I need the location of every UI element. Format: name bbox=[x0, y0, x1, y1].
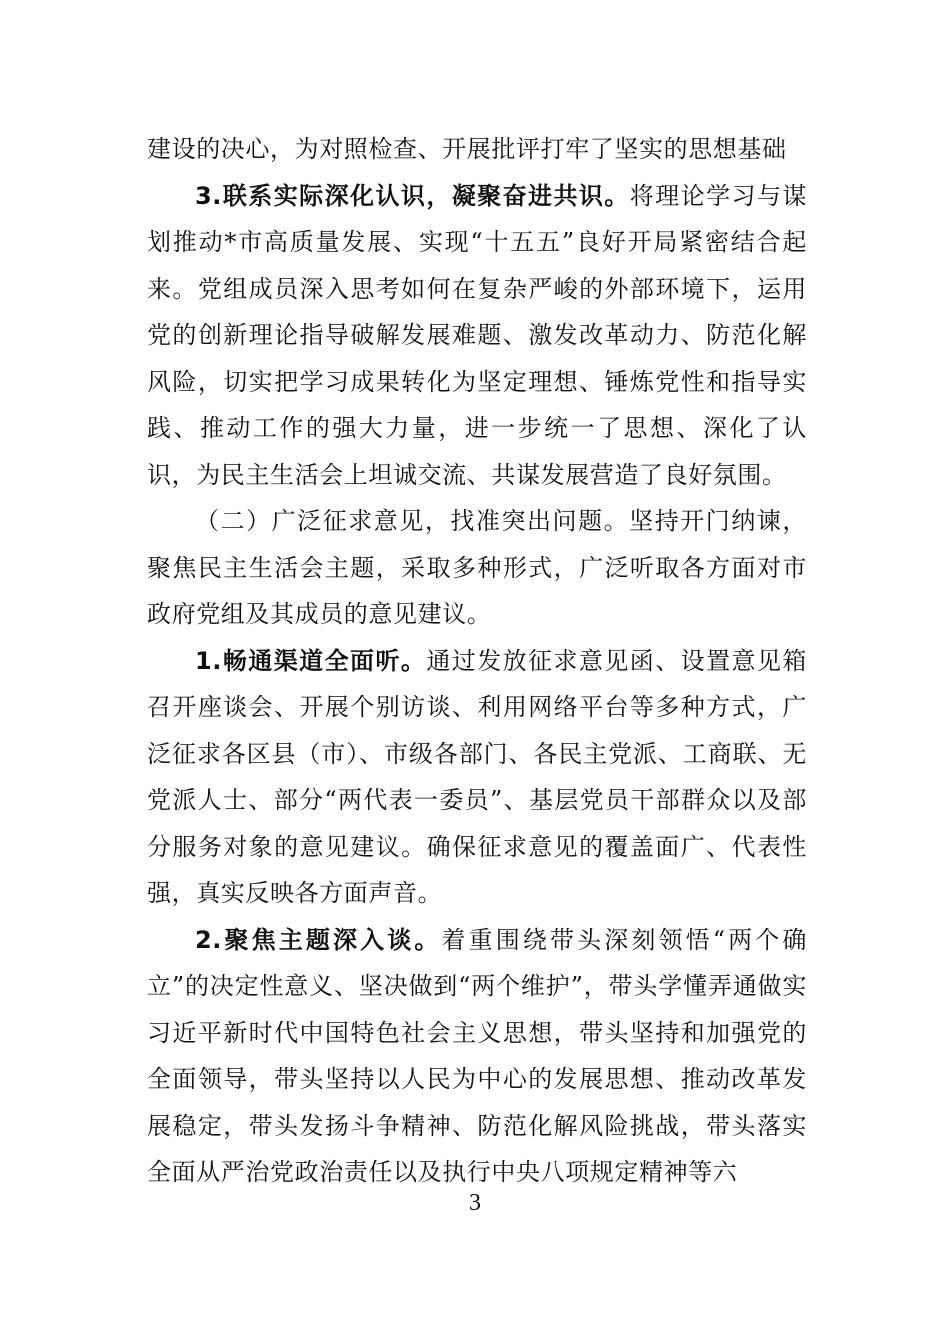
section-heading-2 bbox=[147, 498, 807, 638]
paragraph-continuation bbox=[147, 126, 807, 173]
paragraph-item-3 bbox=[147, 173, 807, 499]
paragraph-text: 着重围绕带头深刻领悟“两个确立”的决定性意义、坚决做到“两个维护”，带头学懂弄通做实习近平新时代中国特色社会主义思想，带头坚持和加强党的全面领导，带头坚持以人民为中心的发展思想、推动改革发展稳定，带头发扬斗争精神、防范化解风险挑战，带头落实全面从严治党政治责任以及执行中央八项规定精神等六 bbox=[147, 925, 807, 1186]
page-number: 3 bbox=[469, 1190, 481, 1216]
paragraph-item-2 bbox=[147, 917, 807, 1196]
paragraph-text: （二）广泛征求意见，找准突出问题。坚持开门纳谏，聚焦民主生活会主题，采取多种形式，广泛听取各方面对市政府党组及其成员的意见建议。 bbox=[147, 507, 807, 628]
paragraph-item-1 bbox=[147, 638, 807, 917]
paragraph-text: 建设的决心，为对照检查、开展批评打牢了坚实的思想基础 bbox=[147, 135, 787, 163]
document-body bbox=[147, 126, 807, 1196]
paragraph-text: 通过发放征求意见函、设置意见箱召开座谈会、开展个别访谈、利用网络平台等多种方式，广泛征求各区县（市）、市级各部门、各民主党派、工商联、无党派人士、部分“两代表一委员”、基层党员干部群众以及部分服务对象的意见建议。确保征求意见的覆盖面广、代表性强，真实反映各方面声音。 bbox=[147, 646, 807, 907]
paragraph-heading: 3.联系实际深化认识，凝聚奋进共识。 bbox=[195, 181, 630, 210]
paragraph-heading: 1.畅通渠道全面听。 bbox=[195, 646, 427, 675]
paragraph-heading: 2.聚焦主题深入谈。 bbox=[195, 925, 442, 954]
paragraph-text: 将理论学习与谋划推动*市高质量发展、实现“十五五”良好开局紧密结合起来。党组成员深入思考如何在复杂严峻的外部环境下，运用党的创新理论指导破解发展难题、激发改革动力、防范化解风险，切实把学习成果转化为坚定理想、锤炼党性和指导实践、推动工作的强大力量，进一步统一了思想、深化了认识，为民主生活会上坦诚交流、共谋发展营造了良好氛围。 bbox=[147, 181, 807, 489]
